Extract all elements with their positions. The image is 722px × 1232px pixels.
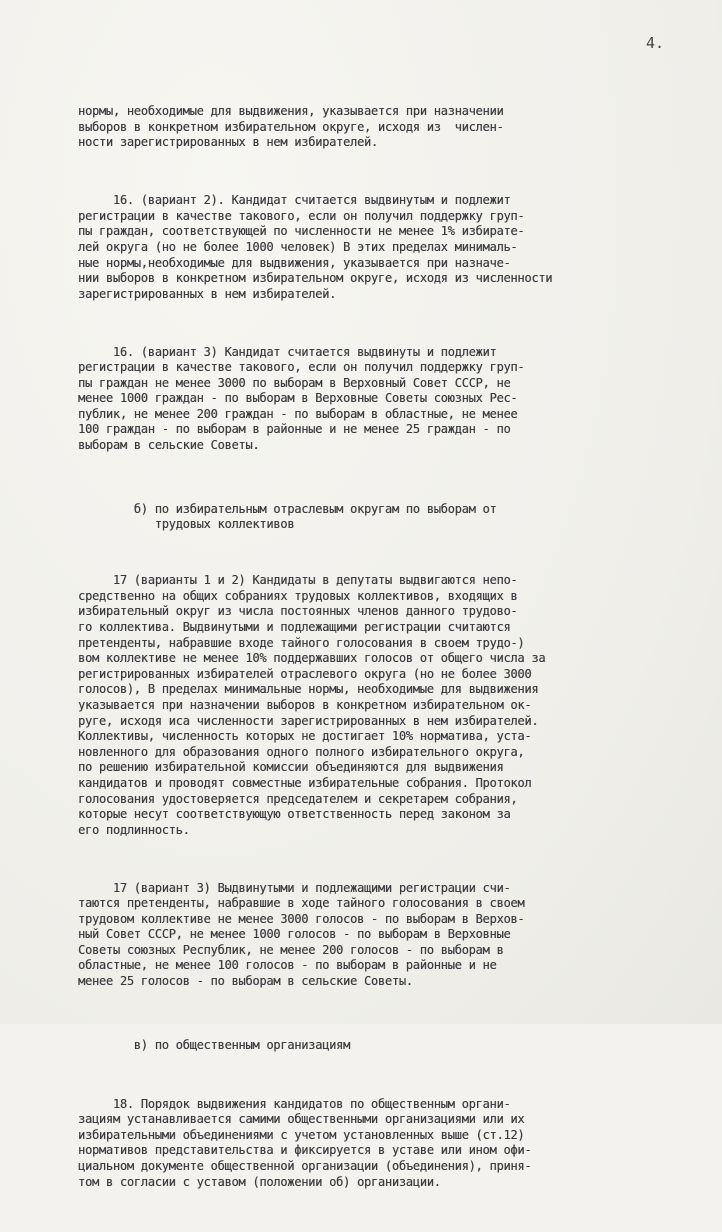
text-line: руге, исходя иса численности зарегистрированных в нем избирателей.	[78, 713, 539, 728]
text-line: б) по избирательным отраслевым округам по выборам от	[78, 501, 497, 516]
text-line: том в согласии с уставом (положении об) организации.	[78, 1174, 441, 1189]
paragraph-17-variants-1-2	[78, 573, 718, 838]
text-line: по решению избирательной комиссии объединяются для выдвижения	[78, 760, 504, 775]
text-line: трудовых коллективов	[78, 517, 295, 532]
text-line: нормативов представительства и фиксируется в уставе или ином офи-	[78, 1143, 532, 1158]
text-line: ные нормы,необходимые для выдвижения, указывается при назначе-	[78, 255, 511, 270]
text-line: менее 25 голосов - по выборам в сельские Советы.	[78, 974, 413, 989]
text-line: 17 (вариант 3) Выдвинутыми и подлежащими регистрации счи-	[78, 880, 511, 895]
text-line: 16. (вариант 2). Кандидат считается выдвинутым и подлежит	[78, 193, 511, 208]
text-line: 16. (вариант 3) Кандидат считается выдвинуты и подлежит	[78, 344, 497, 359]
text-line: средственно на общих собраниях трудовых коллективов, входящих в	[78, 588, 518, 603]
text-line: зациям устанавливается самими общественными организациями или их	[78, 1112, 525, 1127]
paragraph-16-variant-3	[78, 345, 718, 454]
text-line: ности зарегистрированных в нем избирателей.	[78, 135, 378, 150]
text-line: областные, не менее 100 голосов - по выборам в районные и не	[78, 958, 497, 973]
page-number: 4.	[645, 34, 664, 52]
text-line: Коллективы, численность которых не достигает 10% норматива, уста-	[78, 729, 532, 744]
paragraph-16-variant-2	[78, 193, 718, 302]
text-line: зарегистрированных в нем избирателей.	[78, 286, 337, 301]
paragraph-norms-continuation	[78, 104, 718, 151]
paragraph-18	[78, 1097, 718, 1191]
text-line: 100 граждан - по выборам в районные и не менее 25 граждан - по	[78, 422, 511, 437]
document-body	[78, 73, 718, 1232]
text-line: выборов в конкретном избирательном округе, исходя из числен-	[78, 119, 504, 134]
text-line: избирательными объединениями с учетом установленных выше (ст.12)	[78, 1127, 525, 1142]
text-line: голосования удостоверяется председателем и секретарем собрания,	[78, 791, 518, 806]
section-heading-b	[78, 502, 718, 533]
text-line: публик, не менее 200 граждан - по выборам в областные, не менее	[78, 406, 518, 421]
paragraph-17-variant-3	[78, 881, 718, 990]
text-line: го коллектива. Выдвинутыми и подлежащими регистрации считаются	[78, 620, 511, 634]
text-line: регистрированных избирателей отраслевого округа (но не более 3000	[78, 666, 532, 681]
text-line: регистрации в качестве такового, если он получил поддержку груп-	[78, 208, 525, 223]
text-line: которые несут соответствующую ответственность перед законом за	[78, 807, 511, 822]
text-line: регистрации в качестве такового, если он получил поддержку груп-	[78, 360, 525, 375]
text-line: циальном документе общественной организации (объединения), приня-	[78, 1159, 532, 1173]
text-line: менее 1000 граждан - по выборам в Верховные Советы союзных Рес-	[78, 391, 518, 406]
text-line: пы граждан не менее 3000 по выборам в Верховный Совет СССР, не	[78, 375, 511, 390]
text-line: нии выборов в конкретном избирательном округе, исходя из численности	[78, 271, 553, 286]
text-line: нормы, необходимые для выдвижения, указывается при назначении	[78, 104, 504, 119]
text-line: пы граждан, соответствующей по численности не менее 1% избирате-	[78, 224, 525, 239]
text-line: выборам в сельские Советы.	[78, 438, 260, 453]
text-line: указывается при назначении выборов в конкретном избирательном ок-	[78, 697, 532, 712]
text-line: трудовом коллективе не менее 3000 голосов - по выборам в Верхов-	[78, 911, 525, 926]
text-line: лей округа (но не более 1000 человек) В этих пределах минималь-	[78, 239, 518, 254]
text-line: Советы союзных Республик, не менее 200 голосов - по выборам в	[78, 942, 504, 957]
text-line: избирательный округ из числа постоянных членов данного трудово-	[78, 604, 518, 619]
text-line: ный Совет СССР, не менее 1000 голосов - по выборам в Верховные	[78, 927, 511, 942]
text-line: 18. Порядок выдвижения кандидатов по общественным органи-	[78, 1096, 511, 1111]
text-line: таются претенденты, набравшие в ходе тайного голосования в своем	[78, 896, 525, 911]
text-line: новленного для образования одного полного избирательного округа,	[78, 744, 525, 759]
section-heading-v	[78, 1038, 718, 1054]
text-line: претенденты, набравшие входе тайного голосования в своем трудо-)	[78, 635, 525, 650]
text-line: кандидатов и проводят совместные избирательные собрания. Протокол	[78, 775, 532, 790]
text-line: 17 (варианты 1 и 2) Кандидаты в депутаты выдвигаются непо-	[78, 573, 518, 588]
text-line: в) по общественным организациям	[78, 1037, 351, 1052]
text-line: голосов), В пределах минимальные нормы, необходимые для выдвижения	[78, 682, 539, 697]
text-line: его подлинность.	[78, 822, 190, 837]
text-line: вом коллективе не менее 10% поддержавших голосов от общего числа за	[78, 651, 546, 666]
